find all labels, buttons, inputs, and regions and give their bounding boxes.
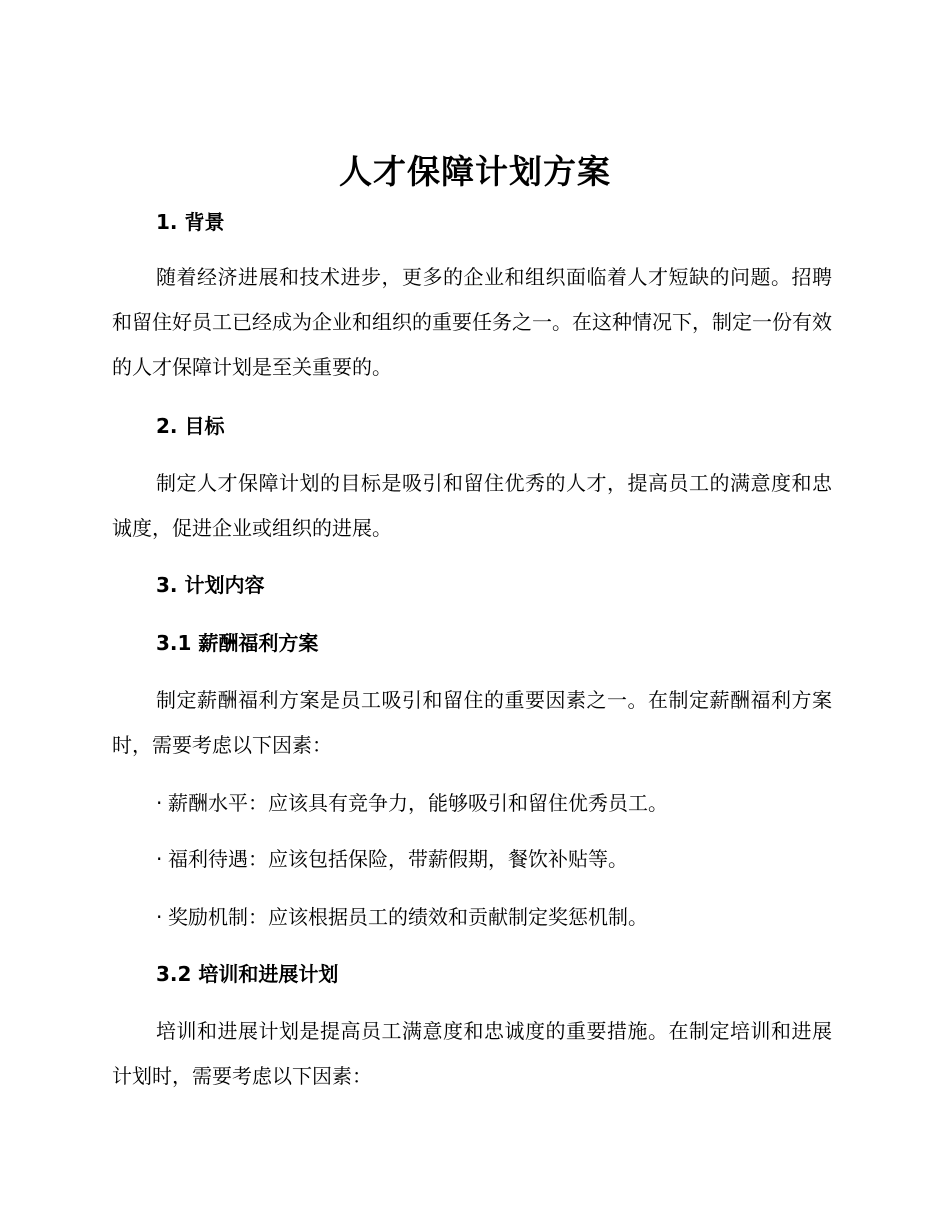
paragraph-background: 随着经济进展和技术进步，更多的企业和组织面临着人才短缺的问题。招聘和留住好员工已经成为企业和组织的重要任务之一。在这种情况下，制定一份有效的人才保障计划是至关重要的。 xyxy=(112,265,832,379)
paragraph-goal: 制定人才保障计划的目标是吸引和留住优秀的人才，提高员工的满意度和忠诚度，促进企业或组织的进展。 xyxy=(112,471,832,540)
bullet-symbol: · xyxy=(156,791,163,815)
bullet-text: 奖励机制：应该根据员工的绩效和贡献制定奖惩机制。 xyxy=(168,905,648,929)
bullet-item xyxy=(156,845,628,873)
bullet-symbol: · xyxy=(156,905,163,929)
subsection-heading-training: 3.2 培训和进展计划 xyxy=(156,962,339,986)
bullet-item xyxy=(156,903,648,931)
section-heading-plan-content: 3. 计划内容 xyxy=(156,573,265,597)
bullet-text: 薪酬水平：应该具有竞争力，能够吸引和留住优秀员工。 xyxy=(168,791,668,815)
section-heading-background: 1. 背景 xyxy=(156,210,225,234)
bullet-item xyxy=(156,789,668,817)
paragraph-compensation: 制定薪酬福利方案是员工吸引和留住的重要因素之一。在制定薪酬福利方案时，需要考虑以下因素： xyxy=(112,688,832,757)
section-heading-goal: 2. 目标 xyxy=(156,414,225,438)
document-title: 人才保障计划方案 xyxy=(339,152,611,191)
bullet-text: 福利待遇：应该包括保险，带薪假期，餐饮补贴等。 xyxy=(168,847,628,871)
bullet-symbol: · xyxy=(156,847,163,871)
subsection-heading-compensation: 3.1 薪酬福利方案 xyxy=(156,631,319,655)
paragraph-training: 培训和进展计划是提高员工满意度和忠诚度的重要措施。在制定培训和进展计划时，需要考虑以下因素： xyxy=(112,1019,832,1088)
